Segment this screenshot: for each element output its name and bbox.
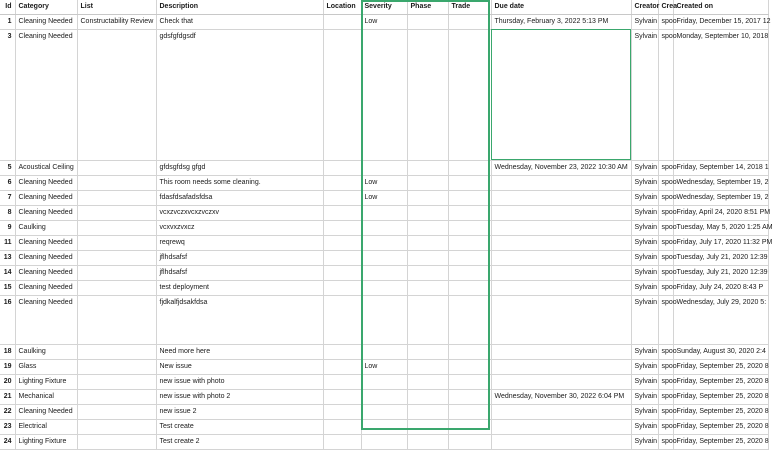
- cell-phase[interactable]: [407, 251, 448, 266]
- cell-creator[interactable]: Sylvain: [631, 296, 658, 345]
- table-row[interactable]: [0, 206, 768, 221]
- table-row[interactable]: [0, 251, 768, 266]
- cell-location[interactable]: [323, 236, 361, 251]
- cell-id[interactable]: 21: [0, 390, 15, 405]
- cell-phase[interactable]: [407, 30, 448, 161]
- cell-location[interactable]: [323, 251, 361, 266]
- cell-due[interactable]: [491, 420, 631, 435]
- cell-creatorcode[interactable]: spoo: [658, 236, 673, 251]
- cell-description[interactable]: gfdsgfdsg gfgd: [156, 161, 323, 176]
- cell-id[interactable]: 23: [0, 420, 15, 435]
- cell-id[interactable]: 16: [0, 296, 15, 345]
- cell-description[interactable]: new issue 2: [156, 405, 323, 420]
- column-header-creator-code[interactable]: Crea: [658, 0, 673, 15]
- cell-created[interactable]: Friday, September 25, 2020 8: [673, 375, 768, 390]
- cell-trade[interactable]: [448, 221, 491, 236]
- column-header-due-date[interactable]: Due date: [491, 0, 631, 15]
- table-row[interactable]: [0, 161, 768, 176]
- cell-creatorcode[interactable]: spoo: [658, 345, 673, 360]
- cell-due[interactable]: [491, 176, 631, 191]
- table-row[interactable]: [0, 191, 768, 206]
- cell-location[interactable]: [323, 176, 361, 191]
- cell-trade[interactable]: [448, 345, 491, 360]
- cell-description[interactable]: reqrewq: [156, 236, 323, 251]
- table-row[interactable]: [0, 345, 768, 360]
- cell-due[interactable]: [491, 296, 631, 345]
- cell-due[interactable]: Wednesday, November 30, 2022 6:04 PM: [491, 390, 631, 405]
- cell-due[interactable]: [491, 30, 631, 161]
- cell-created[interactable]: Monday, September 10, 2018: [673, 30, 768, 161]
- cell-created[interactable]: Wednesday, September 19, 2: [673, 176, 768, 191]
- table-row[interactable]: [0, 375, 768, 390]
- cell-created[interactable]: Tuesday, July 21, 2020 12:39: [673, 251, 768, 266]
- cell-creator[interactable]: Sylvain: [631, 206, 658, 221]
- cell-creatorcode[interactable]: spoo: [658, 281, 673, 296]
- cell-phase[interactable]: [407, 15, 448, 30]
- cell-phase[interactable]: [407, 206, 448, 221]
- cell-trade[interactable]: [448, 206, 491, 221]
- cell-creatorcode[interactable]: spoo: [658, 206, 673, 221]
- column-header-category[interactable]: Category: [15, 0, 77, 15]
- cell-phase[interactable]: [407, 296, 448, 345]
- cell-id[interactable]: 20: [0, 375, 15, 390]
- cell-created[interactable]: Friday, September 25, 2020 8: [673, 435, 768, 450]
- cell-creatorcode[interactable]: spoo: [658, 420, 673, 435]
- cell-severity[interactable]: [361, 30, 407, 161]
- cell-creatorcode[interactable]: spoo: [658, 360, 673, 375]
- cell-trade[interactable]: [448, 281, 491, 296]
- cell-severity[interactable]: Low: [361, 15, 407, 30]
- cell-creatorcode[interactable]: spoo: [658, 30, 673, 161]
- cell-trade[interactable]: [448, 30, 491, 161]
- cell-list[interactable]: [77, 296, 156, 345]
- cell-phase[interactable]: [407, 161, 448, 176]
- cell-description[interactable]: Test create: [156, 420, 323, 435]
- cell-severity[interactable]: [361, 375, 407, 390]
- table-row[interactable]: [0, 360, 768, 375]
- cell-due[interactable]: [491, 206, 631, 221]
- cell-trade[interactable]: [448, 236, 491, 251]
- cell-due[interactable]: [491, 236, 631, 251]
- table-row[interactable]: [0, 266, 768, 281]
- cell-id[interactable]: 7: [0, 191, 15, 206]
- cell-category[interactable]: Cleaning Needed: [15, 15, 77, 30]
- cell-creator[interactable]: Sylvain: [631, 191, 658, 206]
- cell-description[interactable]: Need more here: [156, 345, 323, 360]
- cell-location[interactable]: [323, 405, 361, 420]
- cell-category[interactable]: Cleaning Needed: [15, 296, 77, 345]
- cell-trade[interactable]: [448, 15, 491, 30]
- cell-creator[interactable]: Sylvain: [631, 221, 658, 236]
- cell-id[interactable]: 8: [0, 206, 15, 221]
- cell-due[interactable]: [491, 360, 631, 375]
- cell-description[interactable]: new issue with photo: [156, 375, 323, 390]
- column-header-severity[interactable]: Severity: [361, 0, 407, 15]
- cell-creator[interactable]: Sylvain: [631, 266, 658, 281]
- cell-phase[interactable]: [407, 405, 448, 420]
- cell-severity[interactable]: Low: [361, 191, 407, 206]
- cell-category[interactable]: Cleaning Needed: [15, 281, 77, 296]
- cell-created[interactable]: Friday, December 15, 2017 12: [673, 15, 768, 30]
- cell-category[interactable]: Cleaning Needed: [15, 191, 77, 206]
- cell-created[interactable]: Friday, July 17, 2020 11:32 PM: [673, 236, 768, 251]
- cell-created[interactable]: Tuesday, July 21, 2020 12:39: [673, 266, 768, 281]
- cell-creator[interactable]: Sylvain: [631, 360, 658, 375]
- cell-category[interactable]: Cleaning Needed: [15, 236, 77, 251]
- cell-location[interactable]: [323, 435, 361, 450]
- cell-category[interactable]: Cleaning Needed: [15, 405, 77, 420]
- cell-location[interactable]: [323, 30, 361, 161]
- cell-severity[interactable]: [361, 405, 407, 420]
- cell-created[interactable]: Friday, September 25, 2020 8: [673, 420, 768, 435]
- column-header-phase[interactable]: Phase: [407, 0, 448, 15]
- cell-category[interactable]: Lighting Fixture: [15, 375, 77, 390]
- cell-description[interactable]: New issue: [156, 360, 323, 375]
- column-header-list[interactable]: List: [77, 0, 156, 15]
- cell-location[interactable]: [323, 206, 361, 221]
- column-header-location[interactable]: Location: [323, 0, 361, 15]
- cell-id[interactable]: 19: [0, 360, 15, 375]
- cell-location[interactable]: [323, 161, 361, 176]
- cell-phase[interactable]: [407, 266, 448, 281]
- cell-due[interactable]: [491, 345, 631, 360]
- cell-creator[interactable]: Sylvain: [631, 435, 658, 450]
- cell-due[interactable]: [491, 405, 631, 420]
- cell-list[interactable]: [77, 360, 156, 375]
- cell-location[interactable]: [323, 420, 361, 435]
- cell-id[interactable]: 5: [0, 161, 15, 176]
- cell-id[interactable]: 1: [0, 15, 15, 30]
- cell-list[interactable]: [77, 191, 156, 206]
- column-header-trade[interactable]: Trade: [448, 0, 491, 15]
- cell-severity[interactable]: Low: [361, 176, 407, 191]
- cell-severity[interactable]: [361, 236, 407, 251]
- cell-trade[interactable]: [448, 375, 491, 390]
- cell-creatorcode[interactable]: spoo: [658, 15, 673, 30]
- cell-created[interactable]: Tuesday, May 5, 2020 1:25 AM: [673, 221, 768, 236]
- cell-severity[interactable]: [361, 435, 407, 450]
- cell-list[interactable]: [77, 435, 156, 450]
- table-row[interactable]: [0, 176, 768, 191]
- cell-creatorcode[interactable]: spoo: [658, 221, 673, 236]
- table-row[interactable]: [0, 236, 768, 251]
- cell-due[interactable]: Wednesday, November 23, 2022 10:30 AM: [491, 161, 631, 176]
- cell-description[interactable]: fdasfdsafadsfdsa: [156, 191, 323, 206]
- column-header-created-on[interactable]: Created on: [673, 0, 768, 15]
- cell-severity[interactable]: [361, 296, 407, 345]
- table-row[interactable]: [0, 221, 768, 236]
- cell-phase[interactable]: [407, 360, 448, 375]
- cell-severity[interactable]: [361, 390, 407, 405]
- cell-id[interactable]: 6: [0, 176, 15, 191]
- cell-severity[interactable]: [361, 420, 407, 435]
- cell-id[interactable]: 18: [0, 345, 15, 360]
- cell-creator[interactable]: Sylvain: [631, 420, 658, 435]
- cell-id[interactable]: 3: [0, 30, 15, 161]
- cell-id[interactable]: 11: [0, 236, 15, 251]
- cell-creator[interactable]: Sylvain: [631, 345, 658, 360]
- cell-creator[interactable]: Sylvain: [631, 236, 658, 251]
- cell-location[interactable]: [323, 221, 361, 236]
- cell-creatorcode[interactable]: spoo: [658, 176, 673, 191]
- cell-list[interactable]: [77, 390, 156, 405]
- table-body: [0, 15, 773, 450]
- cell-id[interactable]: 9: [0, 221, 15, 236]
- cell-creator[interactable]: Sylvain: [631, 30, 658, 161]
- cell-due[interactable]: [491, 191, 631, 206]
- cell-creator[interactable]: Sylvain: [631, 15, 658, 30]
- cell-due[interactable]: [491, 221, 631, 236]
- cell-id[interactable]: 14: [0, 266, 15, 281]
- cell-category[interactable]: Mechanical: [15, 390, 77, 405]
- cell-description[interactable]: new issue with photo 2: [156, 390, 323, 405]
- cell-creator[interactable]: Sylvain: [631, 375, 658, 390]
- cell-creatorcode[interactable]: spoo: [658, 435, 673, 450]
- cell-due[interactable]: Thursday, February 3, 2022 5:13 PM: [491, 15, 631, 30]
- cell-phase[interactable]: [407, 236, 448, 251]
- cell-category[interactable]: Lighting Fixture: [15, 435, 77, 450]
- cell-list[interactable]: [77, 266, 156, 281]
- cell-list[interactable]: [77, 236, 156, 251]
- cell-category[interactable]: Cleaning Needed: [15, 176, 77, 191]
- cell-phase[interactable]: [407, 176, 448, 191]
- cell-trade[interactable]: [448, 435, 491, 450]
- cell-list[interactable]: [77, 281, 156, 296]
- cell-description[interactable]: test deployment: [156, 281, 323, 296]
- table-row[interactable]: [0, 281, 768, 296]
- cell-created[interactable]: Friday, July 24, 2020 8:43 P: [673, 281, 768, 296]
- cell-location[interactable]: [323, 375, 361, 390]
- cell-list[interactable]: [77, 221, 156, 236]
- cell-phase[interactable]: [407, 191, 448, 206]
- cell-phase[interactable]: [407, 435, 448, 450]
- cell-list[interactable]: [77, 251, 156, 266]
- column-header-id[interactable]: Id: [0, 0, 15, 15]
- cell-location[interactable]: [323, 191, 361, 206]
- table-row[interactable]: [0, 390, 768, 405]
- cell-list[interactable]: [77, 176, 156, 191]
- table-row[interactable]: [0, 420, 768, 435]
- cell-phase[interactable]: [407, 375, 448, 390]
- cell-creator[interactable]: Sylvain: [631, 405, 658, 420]
- table-row[interactable]: [0, 435, 768, 450]
- cell-creatorcode[interactable]: spoo: [658, 405, 673, 420]
- cell-trade[interactable]: [448, 161, 491, 176]
- cell-severity[interactable]: [361, 345, 407, 360]
- cell-creatorcode[interactable]: spoo: [658, 161, 673, 176]
- cell-severity[interactable]: [361, 221, 407, 236]
- cell-severity[interactable]: [361, 266, 407, 281]
- cell-description[interactable]: fjdkalfjdsakfdsa: [156, 296, 323, 345]
- cell-location[interactable]: [323, 360, 361, 375]
- cell-description[interactable]: gdsfgfdgsdf: [156, 30, 323, 161]
- table-row[interactable]: [0, 15, 768, 30]
- cell-description[interactable]: jflhdsafsf: [156, 251, 323, 266]
- cell-category[interactable]: Glass: [15, 360, 77, 375]
- cell-creatorcode[interactable]: spoo: [658, 251, 673, 266]
- cell-trade[interactable]: [448, 405, 491, 420]
- table-row[interactable]: [0, 30, 768, 161]
- cell-due[interactable]: [491, 266, 631, 281]
- cell-trade[interactable]: [448, 296, 491, 345]
- cell-created[interactable]: Wednesday, September 19, 2: [673, 191, 768, 206]
- cell-list[interactable]: [77, 345, 156, 360]
- cell-creator[interactable]: Sylvain: [631, 161, 658, 176]
- cell-created[interactable]: Friday, April 24, 2020 8:51 PM: [673, 206, 768, 221]
- cell-due[interactable]: [491, 251, 631, 266]
- cell-list[interactable]: [77, 206, 156, 221]
- cell-category[interactable]: Cleaning Needed: [15, 266, 77, 281]
- cell-severity[interactable]: [361, 281, 407, 296]
- cell-created[interactable]: Friday, September 25, 2020 8: [673, 360, 768, 375]
- cell-phase[interactable]: [407, 390, 448, 405]
- cell-location[interactable]: [323, 281, 361, 296]
- cell-location[interactable]: [323, 345, 361, 360]
- cell-created[interactable]: Friday, September 25, 2020 8: [673, 405, 768, 420]
- cell-description[interactable]: vcxvxzvxcz: [156, 221, 323, 236]
- cell-location[interactable]: [323, 390, 361, 405]
- cell-category[interactable]: Electrical: [15, 420, 77, 435]
- cell-creatorcode[interactable]: spoo: [658, 266, 673, 281]
- table-row[interactable]: [0, 296, 768, 345]
- cell-description[interactable]: Check that: [156, 15, 323, 30]
- cell-phase[interactable]: [407, 345, 448, 360]
- cell-creator[interactable]: Sylvain: [631, 251, 658, 266]
- cell-creator[interactable]: Sylvain: [631, 281, 658, 296]
- cell-trade[interactable]: [448, 176, 491, 191]
- cell-category[interactable]: Cleaning Needed: [15, 251, 77, 266]
- cell-phase[interactable]: [407, 420, 448, 435]
- cell-description[interactable]: jflhdsafsf: [156, 266, 323, 281]
- cell-id[interactable]: 22: [0, 405, 15, 420]
- cell-due[interactable]: [491, 435, 631, 450]
- cell-severity[interactable]: Low: [361, 360, 407, 375]
- cell-creator[interactable]: Sylvain: [631, 176, 658, 191]
- cell-trade[interactable]: [448, 360, 491, 375]
- header-row: [0, 0, 768, 15]
- cell-creator[interactable]: Sylvain: [631, 390, 658, 405]
- cell-category[interactable]: Cleaning Needed: [15, 206, 77, 221]
- cell-trade[interactable]: [448, 390, 491, 405]
- cell-phase[interactable]: [407, 221, 448, 236]
- cell-list[interactable]: [77, 405, 156, 420]
- column-header-creator[interactable]: Creator: [631, 0, 658, 15]
- cell-location[interactable]: [323, 266, 361, 281]
- cell-id[interactable]: 15: [0, 281, 15, 296]
- cell-trade[interactable]: [448, 420, 491, 435]
- cell-phase[interactable]: [407, 281, 448, 296]
- cell-trade[interactable]: [448, 191, 491, 206]
- cell-creatorcode[interactable]: spoo: [658, 296, 673, 345]
- cell-severity[interactable]: [361, 251, 407, 266]
- cell-id[interactable]: 24: [0, 435, 15, 450]
- cell-description[interactable]: vcxzvczxvcxzvczxv: [156, 206, 323, 221]
- cell-category[interactable]: Cleaning Needed: [15, 30, 77, 161]
- cell-creatorcode[interactable]: spoo: [658, 390, 673, 405]
- cell-severity[interactable]: [361, 161, 407, 176]
- cell-created[interactable]: Wednesday, July 29, 2020 5:: [673, 296, 768, 345]
- cell-category[interactable]: Caulking: [15, 221, 77, 236]
- cell-list[interactable]: Constructability Review: [77, 15, 156, 30]
- cell-location[interactable]: [323, 15, 361, 30]
- cell-category[interactable]: Acoustical Ceiling: [15, 161, 77, 176]
- cell-description[interactable]: Test create 2: [156, 435, 323, 450]
- cell-list[interactable]: [77, 161, 156, 176]
- cell-due[interactable]: [491, 375, 631, 390]
- cell-trade[interactable]: [448, 266, 491, 281]
- column-header-description[interactable]: Description: [156, 0, 323, 15]
- cell-list[interactable]: [77, 375, 156, 390]
- cell-severity[interactable]: [361, 206, 407, 221]
- cell-location[interactable]: [323, 296, 361, 345]
- cell-creatorcode[interactable]: spoo: [658, 375, 673, 390]
- cell-creatorcode[interactable]: spoo: [658, 191, 673, 206]
- cell-trade[interactable]: [448, 251, 491, 266]
- cell-list[interactable]: [77, 30, 156, 161]
- cell-created[interactable]: Sunday, August 30, 2020 2:4: [673, 345, 768, 360]
- cell-created[interactable]: Friday, September 14, 2018 1: [673, 161, 768, 176]
- cell-category[interactable]: Caulking: [15, 345, 77, 360]
- cell-due[interactable]: [491, 281, 631, 296]
- cell-list[interactable]: [77, 420, 156, 435]
- table-row[interactable]: [0, 405, 768, 420]
- cell-created[interactable]: Friday, September 25, 2020 8: [673, 390, 768, 405]
- cell-description[interactable]: This room needs some cleaning.: [156, 176, 323, 191]
- cell-id[interactable]: 13: [0, 251, 15, 266]
